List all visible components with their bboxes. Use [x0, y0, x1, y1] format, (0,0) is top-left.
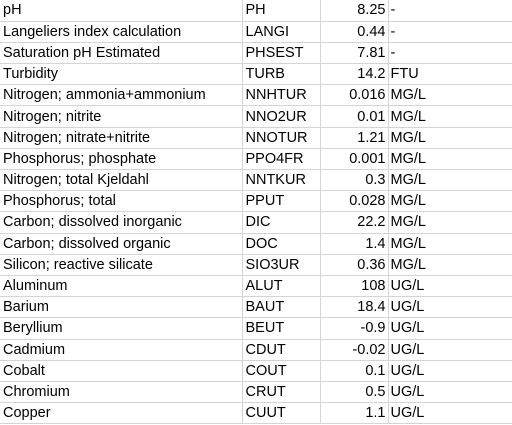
cell-parameter-code[interactable]: TURB	[242, 64, 320, 85]
cell-parameter-name[interactable]: Carbon; dissolved inorganic	[0, 212, 242, 233]
cell-unit[interactable]: MG/L	[388, 106, 512, 127]
cell-parameter-name[interactable]: Aluminum	[0, 275, 242, 296]
cell-parameter-name[interactable]: Nitrogen; nitrite	[0, 106, 242, 127]
cell-unit[interactable]: UG/L	[388, 360, 512, 381]
table-row	[0, 297, 512, 318]
cell-value[interactable]: 0.001	[320, 148, 388, 169]
cell-value[interactable]: 14.2	[320, 64, 388, 85]
cell-parameter-code[interactable]: DOC	[242, 233, 320, 254]
cell-unit[interactable]: UG/L	[388, 403, 512, 424]
cell-parameter-name[interactable]: Phosphorus; phosphate	[0, 148, 242, 169]
cell-value[interactable]: -0.9	[320, 318, 388, 339]
table-row	[0, 106, 512, 127]
cell-parameter-code[interactable]: ALUT	[242, 275, 320, 296]
table-row	[0, 191, 512, 212]
cell-unit[interactable]: MG/L	[388, 85, 512, 106]
cell-value[interactable]: 0.01	[320, 106, 388, 127]
cell-parameter-code[interactable]: NNO2UR	[242, 106, 320, 127]
cell-unit[interactable]: MG/L	[388, 148, 512, 169]
cell-value[interactable]: 7.81	[320, 42, 388, 63]
table-row	[0, 0, 512, 21]
table-row	[0, 127, 512, 148]
cell-value[interactable]: 1.21	[320, 127, 388, 148]
cell-unit[interactable]: UG/L	[388, 339, 512, 360]
cell-parameter-name[interactable]: Cobalt	[0, 360, 242, 381]
cell-value[interactable]: 108	[320, 275, 388, 296]
table-row	[0, 360, 512, 381]
cell-parameter-code[interactable]: CRUT	[242, 381, 320, 402]
cell-parameter-code[interactable]: NNTKUR	[242, 170, 320, 191]
cell-unit[interactable]: MG/L	[388, 233, 512, 254]
table-row	[0, 148, 512, 169]
cell-value[interactable]: -0.02	[320, 339, 388, 360]
cell-unit[interactable]: MG/L	[388, 191, 512, 212]
cell-unit[interactable]: UG/L	[388, 275, 512, 296]
table-row	[0, 85, 512, 106]
cell-value[interactable]: 0.44	[320, 21, 388, 42]
table-row	[0, 21, 512, 42]
cell-parameter-name[interactable]: Silicon; reactive silicate	[0, 254, 242, 275]
table-row	[0, 339, 512, 360]
cell-parameter-name[interactable]: Copper	[0, 403, 242, 424]
table-row	[0, 64, 512, 85]
table-row	[0, 275, 512, 296]
cell-unit[interactable]: UG/L	[388, 297, 512, 318]
cell-parameter-name[interactable]: pH	[0, 0, 242, 21]
cell-parameter-code[interactable]: BAUT	[242, 297, 320, 318]
cell-parameter-name[interactable]: Chromium	[0, 381, 242, 402]
cell-value[interactable]: 0.1	[320, 360, 388, 381]
cell-unit[interactable]: MG/L	[388, 127, 512, 148]
cell-value[interactable]: 1.4	[320, 233, 388, 254]
cell-value[interactable]: 0.016	[320, 85, 388, 106]
cell-value[interactable]: 0.36	[320, 254, 388, 275]
cell-parameter-name[interactable]: Saturation pH Estimated	[0, 42, 242, 63]
cell-value[interactable]: 0.028	[320, 191, 388, 212]
cell-value[interactable]: 1.1	[320, 403, 388, 424]
cell-unit[interactable]: -	[388, 21, 512, 42]
cell-parameter-code[interactable]: PH	[242, 0, 320, 21]
table-row	[0, 318, 512, 339]
cell-parameter-code[interactable]: NNOTUR	[242, 127, 320, 148]
cell-value[interactable]: 8.25	[320, 0, 388, 21]
table-row	[0, 233, 512, 254]
cell-parameter-name[interactable]: Nitrogen; ammonia+ammonium	[0, 85, 242, 106]
cell-value[interactable]: 0.5	[320, 381, 388, 402]
cell-parameter-code[interactable]: SIO3UR	[242, 254, 320, 275]
cell-unit[interactable]: MG/L	[388, 254, 512, 275]
table-row	[0, 42, 512, 63]
cell-parameter-code[interactable]: CDUT	[242, 339, 320, 360]
cell-value[interactable]: 22.2	[320, 212, 388, 233]
cell-unit[interactable]: -	[388, 0, 512, 21]
cell-parameter-name[interactable]: Phosphorus; total	[0, 191, 242, 212]
cell-parameter-name[interactable]: Beryllium	[0, 318, 242, 339]
cell-unit[interactable]: UG/L	[388, 318, 512, 339]
cell-parameter-name[interactable]: Nitrogen; total Kjeldahl	[0, 170, 242, 191]
cell-parameter-name[interactable]: Nitrogen; nitrate+nitrite	[0, 127, 242, 148]
cell-parameter-code[interactable]: DIC	[242, 212, 320, 233]
cell-parameter-code[interactable]: PPO4FR	[242, 148, 320, 169]
cell-value[interactable]: 0.3	[320, 170, 388, 191]
table-row	[0, 212, 512, 233]
cell-unit[interactable]: UG/L	[388, 381, 512, 402]
cell-unit[interactable]: MG/L	[388, 212, 512, 233]
cell-parameter-code[interactable]: BEUT	[242, 318, 320, 339]
cell-parameter-code[interactable]: PPUT	[242, 191, 320, 212]
cell-value[interactable]: 18.4	[320, 297, 388, 318]
cell-unit[interactable]: FTU	[388, 64, 512, 85]
cell-unit[interactable]: MG/L	[388, 170, 512, 191]
cell-parameter-code[interactable]: CUUT	[242, 403, 320, 424]
cell-parameter-name[interactable]: Turbidity	[0, 64, 242, 85]
cell-parameter-name[interactable]: Barium	[0, 297, 242, 318]
cell-parameter-code[interactable]: PHSEST	[242, 42, 320, 63]
table-row	[0, 403, 512, 424]
cell-parameter-code[interactable]: LANGI	[242, 21, 320, 42]
table-row	[0, 254, 512, 275]
table-row	[0, 170, 512, 191]
cell-unit[interactable]: -	[388, 42, 512, 63]
cell-parameter-name[interactable]: Carbon; dissolved organic	[0, 233, 242, 254]
cell-parameter-name[interactable]: Cadmium	[0, 339, 242, 360]
cell-parameter-code[interactable]: COUT	[242, 360, 320, 381]
table-row	[0, 381, 512, 402]
cell-parameter-name[interactable]: Langeliers index calculation	[0, 21, 242, 42]
cell-parameter-code[interactable]: NNHTUR	[242, 85, 320, 106]
